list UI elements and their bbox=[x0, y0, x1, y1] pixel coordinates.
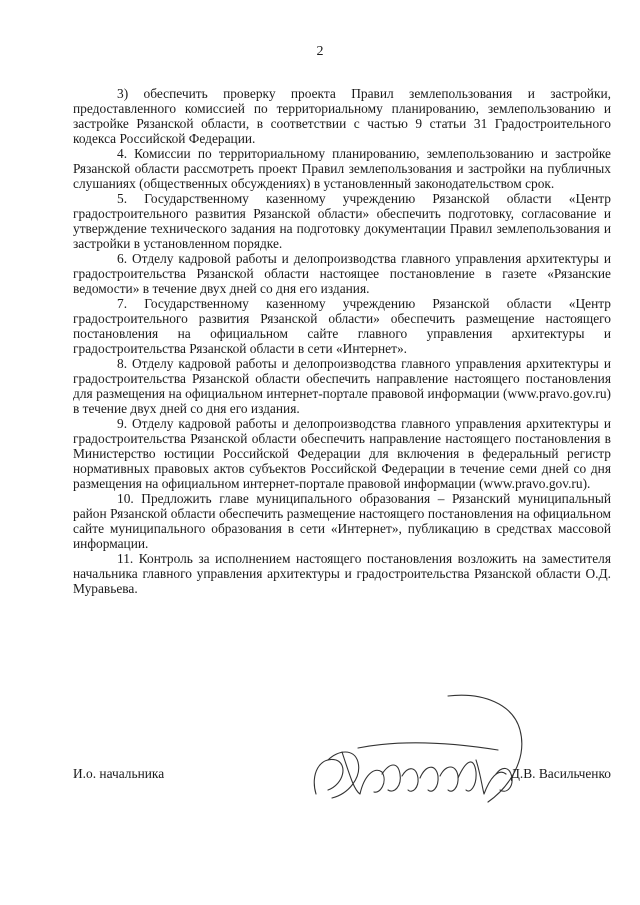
paragraph-4: 4. Комиссии по территориальному планированию, землепользованию и застройке Рязанской области рассмотреть проект Правил землепользования и застройки на публичных слушаниях (общественных обсуждениях) в установленный законодательством срок. bbox=[73, 146, 611, 191]
paragraph-8: 8. Отделу кадровой работы и делопроизводства главного управления архитектуры и градостроительства Рязанской области обеспечить направление настоящего постановления для размещения на официальном интернет-портале правовой информации (www.pravo.gov.ru) в течение двух дней со дня его издания. bbox=[73, 356, 611, 416]
paragraph-11: 11. Контроль за исполнением настоящего постановления возложить на заместителя начальника главного управления архитектуры и градостроительства Рязанской области О.Д. Муравьева. bbox=[73, 551, 611, 596]
signature-block bbox=[73, 760, 611, 800]
page-number: 2 bbox=[316, 44, 324, 59]
document-body bbox=[73, 86, 611, 596]
paragraph-6: 6. Отделу кадровой работы и делопроизводства главного управления архитектуры и градостроительства Рязанской области настоящее постановление в газете «Рязанские ведомости» в течение двух дней со дня его издания. bbox=[73, 251, 611, 296]
paragraph-5: 5. Государственному казенному учреждению Рязанской области «Центр градостроительного развития Рязанской области» обеспечить подготовку, согласование и утверждение технического задания на подготовку документации Правил землепользования и застройки в установленном порядке. bbox=[73, 191, 611, 251]
paragraph-3: 3) обеспечить проверку проекта Правил землепользования и застройки, предоставленного комиссией по территориальному планированию, землепользованию и застройке Рязанской области, в соответствии с частью 9 статьи 31 Градостроительного кодекса Российской Федерации. bbox=[73, 86, 611, 146]
paragraph-10: 10. Предложить главе муниципального образования – Рязанский муниципальный район Рязанской области обеспечить размещение настоящего постановления на официальном сайте муниципального образования в сети «Интернет», публикацию в средствах массовой информации. bbox=[73, 491, 611, 551]
paragraph-7: 7. Государственному казенному учреждению Рязанской области «Центр градостроительного развития Рязанской области» обеспечить размещение настоящего постановления на официальном сайте главного управления архитектуры и градостроительства Рязанской области в сети «Интернет». bbox=[73, 296, 611, 356]
paragraph-9: 9. Отделу кадровой работы и делопроизводства главного управления архитектуры и градостроительства Рязанской области обеспечить направление настоящего постановления в Министерство юстиции Российской Федерации для включения в федеральный регистр нормативных правовых актов субъектов Российской Федерации в течение семи дней со дня размещения на официальном интернет-портале правовой информации (www.pravo.gov.ru). bbox=[73, 416, 611, 491]
handwritten-signature bbox=[298, 690, 558, 830]
signer-position: И.о. начальника bbox=[73, 766, 165, 781]
signer-name: Д.В. Васильченко bbox=[510, 766, 611, 781]
